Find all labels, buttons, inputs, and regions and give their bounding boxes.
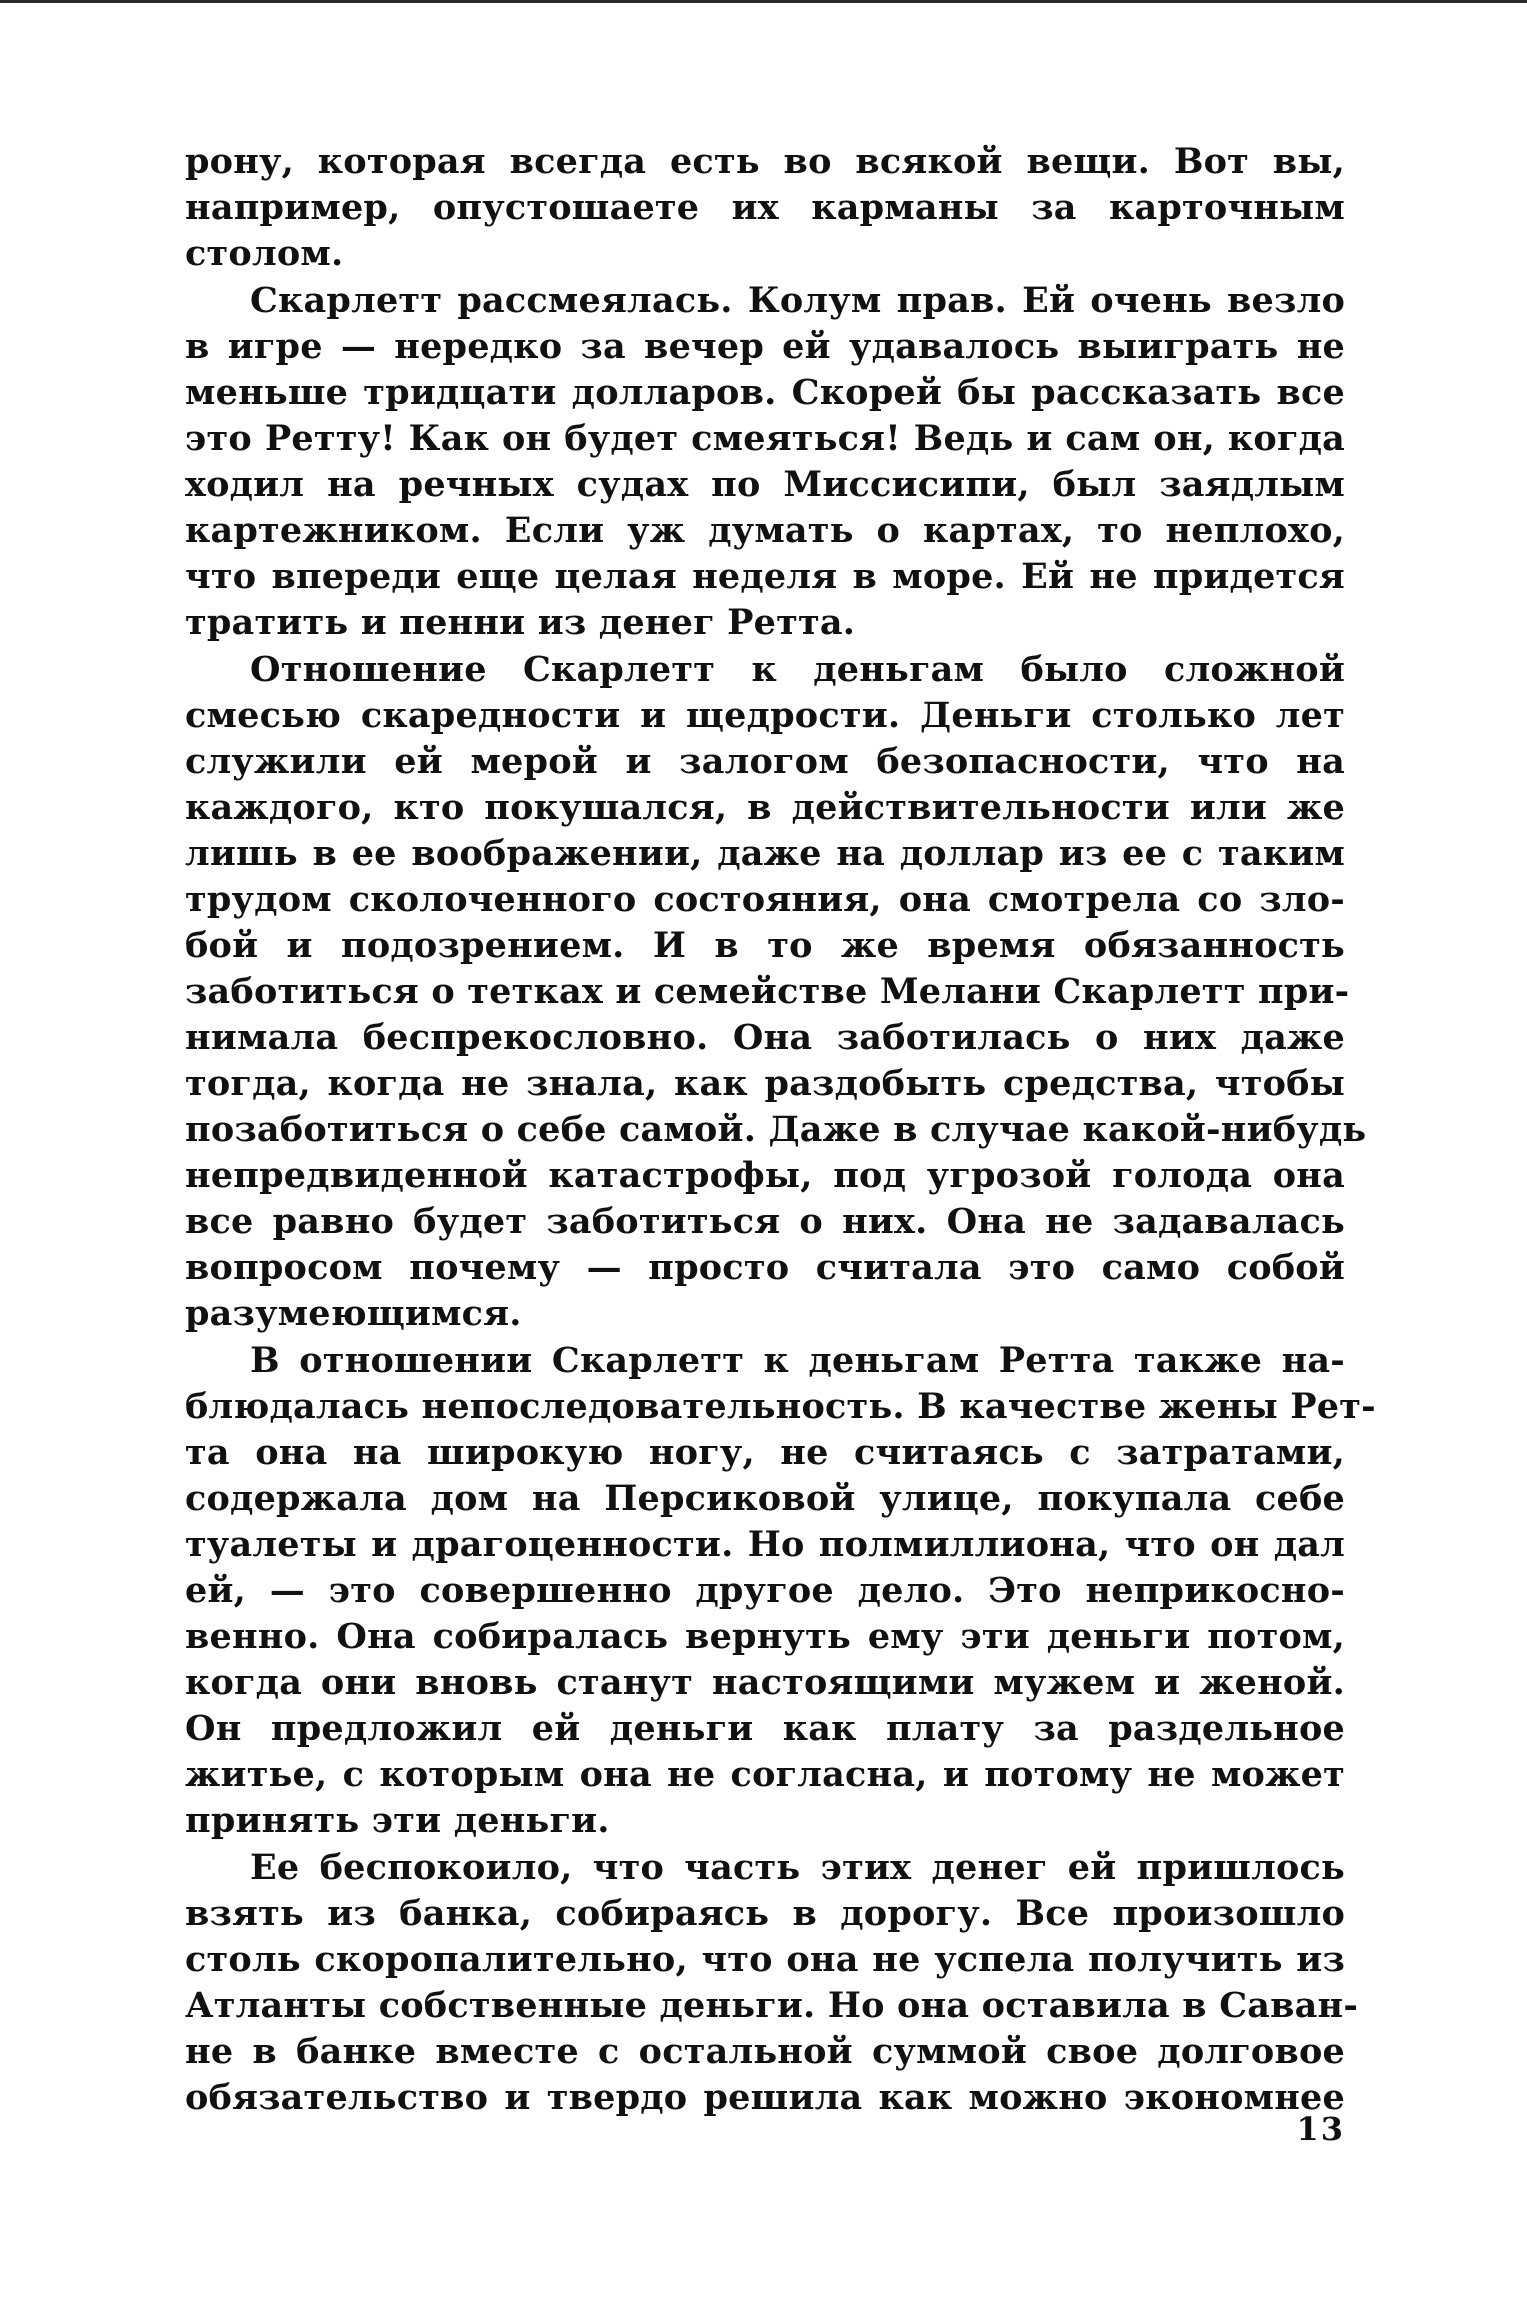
text-line: туалеты и драгоценности. Но полмиллиона, что он дал: [185, 1524, 1345, 1565]
text-line: трудом сколоченного состояния, она смотрела со зло-: [185, 879, 1345, 920]
text-line: смесью скаредности и щедрости. Деньги столько лет: [185, 695, 1345, 736]
text-line: ей, — это совершенно другое дело. Это неприкосно-: [185, 1570, 1345, 1611]
text-line: содержала дом на Персиковой улице, покупала себе: [185, 1478, 1345, 1519]
text-line: непредвиденной катастрофы, под угрозой голода она: [185, 1155, 1345, 1196]
text-line: все равно будет заботиться о них. Она не задавалась: [185, 1201, 1345, 1242]
text-line: Отношение Скарлетт к деньгам было сложной: [250, 649, 1345, 690]
text-line: заботиться о тетках и семействе Мелани Скарлетт при-: [185, 971, 1350, 1012]
text-line: картежником. Если уж думать о картах, то неплохо,: [185, 510, 1345, 551]
text-line: разумеющимся.: [185, 1293, 522, 1334]
text-line: бой и подозрением. И в то же время обязанность: [185, 925, 1345, 966]
text-line: столь скоропалительно, что она не успела получить из: [185, 1939, 1345, 1980]
text-line: Скарлетт рассмеялась. Колум прав. Ей очень везло: [250, 280, 1345, 321]
text-line: не в банке вместе с остальной суммой свое долговое: [185, 2031, 1345, 2072]
text-line: та она на широкую ногу, не считаясь с затратами,: [185, 1432, 1345, 1473]
text-line: принять эти деньги.: [185, 1800, 610, 1841]
text-line: служили ей мерой и залогом безопасности, что на: [185, 741, 1345, 782]
text-line: в игре — нередко за вечер ей удавалось выиграть не: [185, 326, 1345, 367]
text-line: Он предложил ей деньги как плату за раздельное: [185, 1708, 1345, 1749]
text-line: обязательство и твердо решила как можно экономнее: [185, 2077, 1345, 2118]
page-number: 13: [1296, 2110, 1345, 2148]
text-line: это Ретту! Как он будет смеяться! Ведь и сам он, когда: [185, 418, 1345, 459]
text-line: венно. Она собиралась вернуть ему эти деньги потом,: [185, 1616, 1345, 1657]
text-line: меньше тридцати долларов. Скорей бы рассказать все: [185, 372, 1345, 413]
text-line: Атланты собственные деньги. Но она оставила в Саван-: [185, 1985, 1359, 2026]
text-line: столом.: [185, 233, 344, 274]
text-line: В отношении Скарлетт к деньгам Ретта также на-: [250, 1340, 1345, 1381]
text-line: рону, которая всегда есть во всякой вещи. Вот вы,: [185, 141, 1345, 182]
text-line: житье, с которым она не согласна, и потому не может: [185, 1754, 1345, 1795]
text-line: блюдалась непоследовательность. В качестве жены Рет-: [185, 1386, 1376, 1427]
text-line: например, опустошаете их карманы за карточным: [185, 187, 1345, 228]
text-line: каждого, кто покушался, в действительности или же: [185, 787, 1345, 828]
text-line: лишь в ее воображении, даже на доллар из ее с таким: [185, 833, 1345, 874]
text-line: позаботиться о себе самой. Даже в случае какой-нибудь: [185, 1109, 1367, 1150]
text-line: нимала беспрекословно. Она заботилась о них даже: [185, 1017, 1345, 1058]
text-line: Ее беспокоило, что часть этих денег ей пришлось: [250, 1847, 1345, 1888]
text-line: тогда, когда не знала, как раздобыть средства, чтобы: [185, 1063, 1345, 1104]
text-line: взять из банка, собираясь в дорогу. Все произошло: [185, 1893, 1345, 1934]
text-line: вопросом почему — просто считала это само собой: [185, 1247, 1345, 1288]
text-line: ходил на речных судах по Миссисипи, был заядлым: [185, 464, 1345, 505]
text-line: тратить и пенни из денег Ретта.: [185, 602, 856, 643]
text-line: когда они вновь станут настоящими мужем и женой.: [185, 1662, 1345, 1703]
text-line: что впереди еще целая неделя в море. Ей не придется: [185, 556, 1345, 597]
